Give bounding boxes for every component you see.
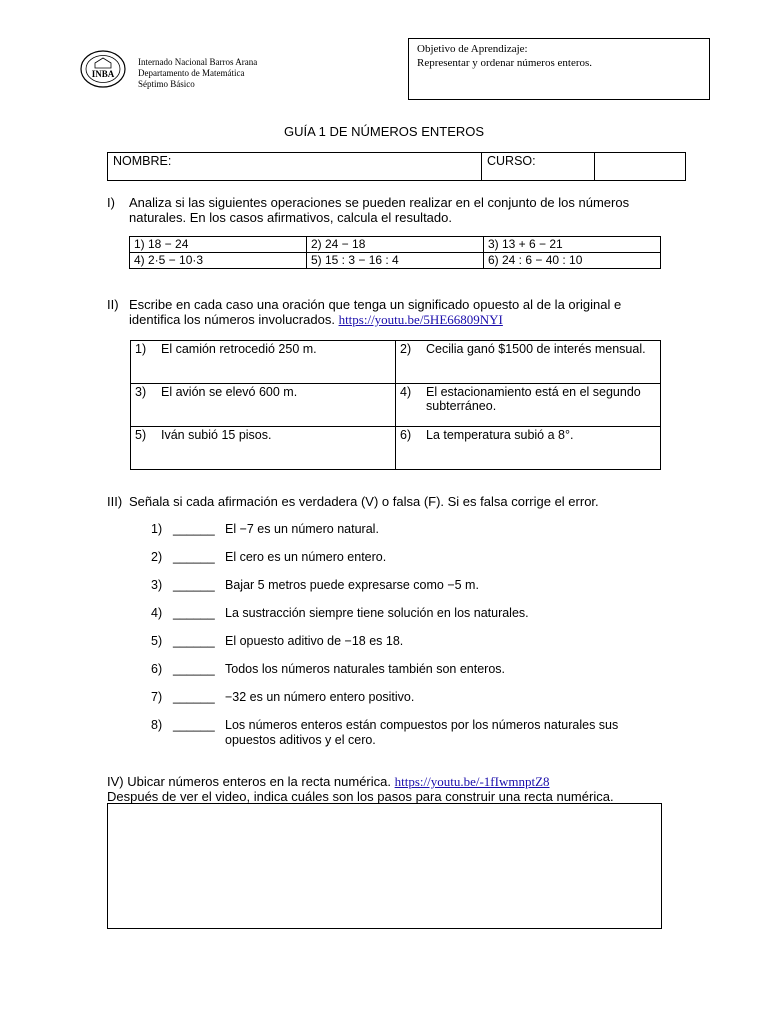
list-item <box>151 578 691 594</box>
sentence-text: El avión se elevó 600 m. <box>161 385 298 399</box>
item-number: 7) <box>151 690 163 704</box>
item-number: 2) <box>400 342 412 356</box>
item-number: 4) <box>400 385 412 399</box>
school-info <box>138 57 257 90</box>
answer-blank[interactable]: ______ <box>173 550 215 564</box>
objective-text: Representar y ordenar números enteros. <box>417 57 593 69</box>
item-number: 5) <box>151 634 163 648</box>
answer-blank[interactable]: ______ <box>173 522 215 536</box>
school-name: Internado Nacional Barros Arana <box>138 57 258 67</box>
statement-text: El opuesto aditivo de −18 es 18. <box>225 634 404 648</box>
statement-text: Bajar 5 metros puede expresarse como −5 m. <box>225 578 479 592</box>
list-item <box>151 550 691 566</box>
sentence-cell <box>396 427 661 470</box>
section-4-number: IV) <box>107 774 124 789</box>
answer-blank[interactable]: ______ <box>173 578 215 592</box>
answer-blank[interactable]: ______ <box>173 690 215 704</box>
objective-box <box>408 38 710 100</box>
item-number: 3) <box>151 578 163 592</box>
sentence-text: El camión retrocedió 250 m. <box>161 342 317 356</box>
answer-box[interactable] <box>107 803 662 929</box>
answer-blank[interactable]: ______ <box>173 718 215 732</box>
course-label: CURSO: <box>487 154 536 168</box>
item-number: 2) <box>151 550 163 564</box>
department-name: Departamento de Matemática <box>138 68 245 78</box>
item-number: 5) <box>135 428 147 442</box>
operation-3: 3) 13 + 6 − 21 <box>484 237 661 253</box>
section-2-instruction <box>107 297 687 327</box>
sentence-cell <box>131 341 396 384</box>
operation-1: 1) 18 − 24 <box>130 237 307 253</box>
objective-label: Objetivo de Aprendizaje: <box>417 43 528 55</box>
name-course-table <box>107 152 686 181</box>
section-2-line-1: Escribe en cada caso una oración que tenga un significado opuesto al de la original e <box>129 297 622 312</box>
name-label: NOMBRE: <box>113 154 172 168</box>
list-item <box>151 634 691 650</box>
item-number: 6) <box>151 662 163 676</box>
section-3-text: Señala si cada afirmación es verdadera (V) o falsa (F). Si es falsa corrige el error. <box>129 494 599 509</box>
operations-table <box>129 236 661 269</box>
list-item <box>151 662 691 678</box>
section-4-heading: Ubicar números enteros en la recta numérica. <box>127 774 391 789</box>
operation-5: 5) 15 : 3 − 16 : 4 <box>307 253 484 269</box>
section-2-number: II) <box>107 297 119 312</box>
section-1-line-2: naturales. En los casos afirmativos, calcula el resultado. <box>129 210 452 225</box>
statement-text: El cero es un número entero. <box>225 550 387 564</box>
section-1-line-1: Analiza si las siguientes operaciones se pueden realizar en el conjunto de los números <box>129 195 630 210</box>
svg-text:INBA: INBA <box>91 69 115 79</box>
sentence-cell <box>131 384 396 427</box>
item-number: 8) <box>151 718 163 732</box>
sentence-cell <box>396 384 661 427</box>
sentence-text: Cecilia ganó $1500 de interés mensual. <box>426 342 646 356</box>
section-1-instruction <box>107 195 687 225</box>
list-item <box>151 522 691 538</box>
grade-name: Séptimo Básico <box>138 79 195 89</box>
section-3-instruction <box>107 494 707 510</box>
sentence-cell <box>131 427 396 470</box>
statement-text: Los números enteros están compuestos por los números naturales sus opuestos aditivos y el cero. <box>225 718 619 747</box>
list-item <box>151 606 691 622</box>
answer-blank[interactable]: ______ <box>173 606 215 620</box>
section-4-text: Después de ver el video, indica cuáles son los pasos para construir una recta numérica. <box>107 789 614 804</box>
answer-blank[interactable]: ______ <box>173 634 215 648</box>
video-link-1[interactable]: https://youtu.be/5HE66809NYI <box>338 312 503 327</box>
course-value-cell[interactable] <box>594 153 685 180</box>
section-2-line-2: identifica los números involucrados. <box>129 312 335 327</box>
video-link-2[interactable]: https://youtu.be/-1fIwmnptZ8 <box>394 774 550 789</box>
item-number: 1) <box>151 522 163 536</box>
item-number: 3) <box>135 385 147 399</box>
name-cell[interactable] <box>108 153 481 180</box>
answer-blank[interactable]: ______ <box>173 662 215 676</box>
list-item <box>151 718 691 750</box>
page-title: GUÍA 1 DE NÚMEROS ENTEROS <box>283 124 485 139</box>
statement-text: Todos los números naturales también son enteros. <box>225 662 506 676</box>
statement-text: La sustracción siempre tiene solución en los naturales. <box>225 606 529 620</box>
statement-text: El −7 es un número natural. <box>225 522 379 536</box>
sentence-text: La temperatura subió a 8°. <box>426 428 574 442</box>
statement-text: −32 es un número entero positivo. <box>225 690 415 704</box>
sentence-text: El estacionamiento está en el segundo subterráneo. <box>426 385 641 413</box>
item-number: 4) <box>151 606 163 620</box>
operation-2: 2) 24 − 18 <box>307 237 484 253</box>
opposite-sentences-table <box>130 340 661 470</box>
list-item <box>151 690 691 706</box>
operation-4: 4) 2·5 − 10·3 <box>130 253 307 269</box>
sentence-text: Iván subió 15 pisos. <box>161 428 272 442</box>
operation-6: 6) 24 : 6 − 40 : 10 <box>484 253 661 269</box>
section-3-number: III) <box>107 494 123 509</box>
course-label-cell <box>481 153 594 180</box>
item-number: 6) <box>400 428 412 442</box>
section-1-number: I) <box>107 195 115 210</box>
item-number: 1) <box>135 342 147 356</box>
school-logo <box>80 50 126 88</box>
section-4-instruction <box>107 774 707 804</box>
sentence-cell <box>396 341 661 384</box>
